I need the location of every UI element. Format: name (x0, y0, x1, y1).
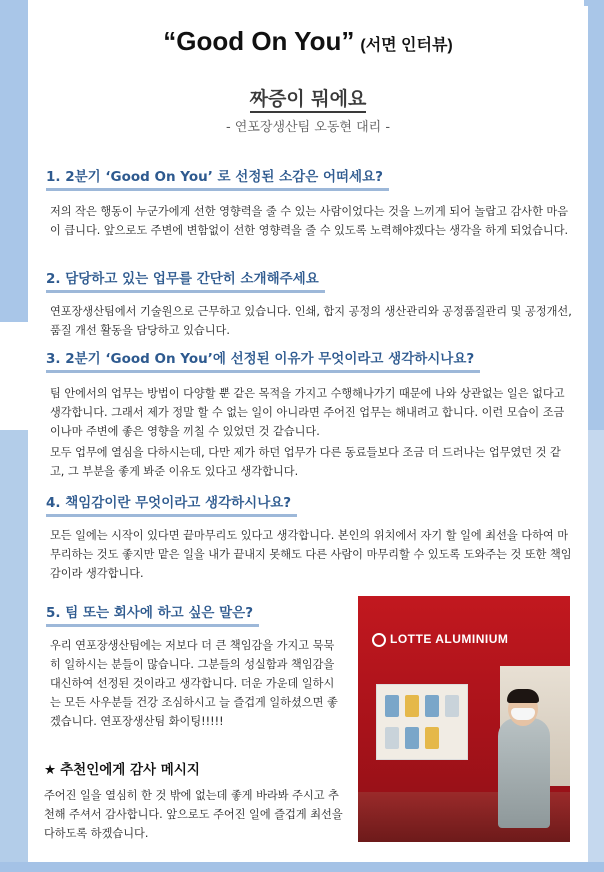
question-4: 4. 책임감이란 무엇이라고 생각하시나요? (46, 492, 297, 517)
answer-2 (50, 302, 572, 340)
interviewee-photo (358, 596, 570, 842)
photo-brand-sign-text: LOTTE ALUMINIUM (390, 632, 509, 646)
page-title (28, 26, 588, 57)
answer-4 (50, 526, 572, 583)
answer-3-paragraph-2: 모두 업무에 열심을 다하시는데, 다만 제가 하던 업무가 다른 동료들보다 조금 더 드러나는 업무였던 것 같고, 그 부분을 좋게 봐준 이유도 있다고 생각합니다. (50, 446, 561, 478)
answer-4-paragraph: 모든 일에는 시작이 있다면 끝마무리도 있다고 생각합니다. 본인의 위치에서 자기 할 일에 최선을 다하여 마무리하는 것도 좋지만 맡은 일을 내가 끝내지 못해도 다른 사람이 마무리할 수 있도록 도와주는 것 또한 책임감이라 생각합니다. (50, 529, 572, 580)
interviewee-byline: - 연포장생산팀 오동현 대리 - (225, 120, 391, 135)
person-hair (507, 689, 539, 703)
question-3: 3. 2분기 ‘Good On You’에 선정된 이유가 무엇이라고 생각하시나요? (46, 348, 480, 373)
thanks-heading (44, 758, 200, 778)
newsletter-page (28, 6, 588, 862)
person-figure (498, 718, 550, 828)
title-sub: (서면 인터뷰) (360, 37, 453, 54)
question-2: 2. 담당하고 있는 업무를 간단히 소개해주세요 (46, 268, 325, 293)
star-icon: ★ (44, 762, 57, 778)
question-1: 1. 2분기 ‘Good On You’ 로 선정된 소감은 어떠세요? (46, 166, 389, 191)
photo-product-shelf (376, 684, 468, 760)
answer-3 (50, 384, 572, 481)
thanks-body (44, 786, 344, 843)
answer-5-paragraph: 우리 연포장생산팀에는 저보다 더 큰 책임감을 가지고 묵묵히 일하시는 분들이 많습니다. 그분들의 성실함과 책임감을 대신하여 선정된 것이라고 생각합니다. 더운 가운데 일하시는 모든 사우분들 건강 조심하시고 늘 즐겁게 일하셨으면 좋겠습니다. 연포장생산팀 화이팅!!!!! (50, 639, 338, 728)
title-main: “Good On You” (163, 26, 355, 56)
frame-decoration-bottom (0, 862, 604, 872)
subject-text: 짜증이 뭐에요 (250, 88, 367, 113)
answer-1 (50, 202, 572, 240)
photo-brand-sign (372, 628, 532, 650)
thanks-heading-text: 추천인에게 감사 메시지 (60, 762, 200, 778)
person-mask (511, 708, 535, 720)
answer-3-paragraph-1: 팀 안에서의 업무는 방법이 다양할 뿐 같은 목적을 가지고 수행해나가기 때문에 나와 상관없는 일은 없다고 생각합니다. 그래서 제가 정말 할 수 없는 일이 아니라면 주어진 업무는 해내려고 합니다. 이런 모습이 조금이나마 주변에 좋은 영향을 끼칠 수 있었던 것 같습니다. (50, 387, 565, 438)
interview-subject (28, 84, 588, 111)
frame-decoration-top-left (0, 0, 28, 322)
thanks-body-paragraph: 주어진 일을 열심히 한 것 밖에 없는데 좋게 바라봐 주시고 추천해 주셔서 감사합니다. 앞으로도 주어진 일에 즐겁게 최선을 다하도록 하겠습니다. (44, 789, 343, 840)
answer-5 (50, 636, 342, 731)
question-5: 5. 팀 또는 회사에 하고 싶은 말은? (46, 602, 259, 627)
answer-1-paragraph: 저의 작은 행동이 누군가에게 선한 영향력을 줄 수 있는 사람이었다는 것을 느끼게 되어 놀랍고 감사한 마음이 큽니다. 앞으로도 주변에 변함없이 선한 영향력을 줄 수 있도록 노력해야겠다는 생각을 하게 되었습니다. (50, 205, 569, 237)
answer-2-paragraph: 연포장생산팀에서 기술원으로 근무하고 있습니다. 인쇄, 합지 공정의 생산관리와 공정품질관리 및 공정개선, 품질 개선 활동을 담당하고 있습니다. (50, 305, 572, 337)
brand-logo-icon (372, 633, 386, 647)
